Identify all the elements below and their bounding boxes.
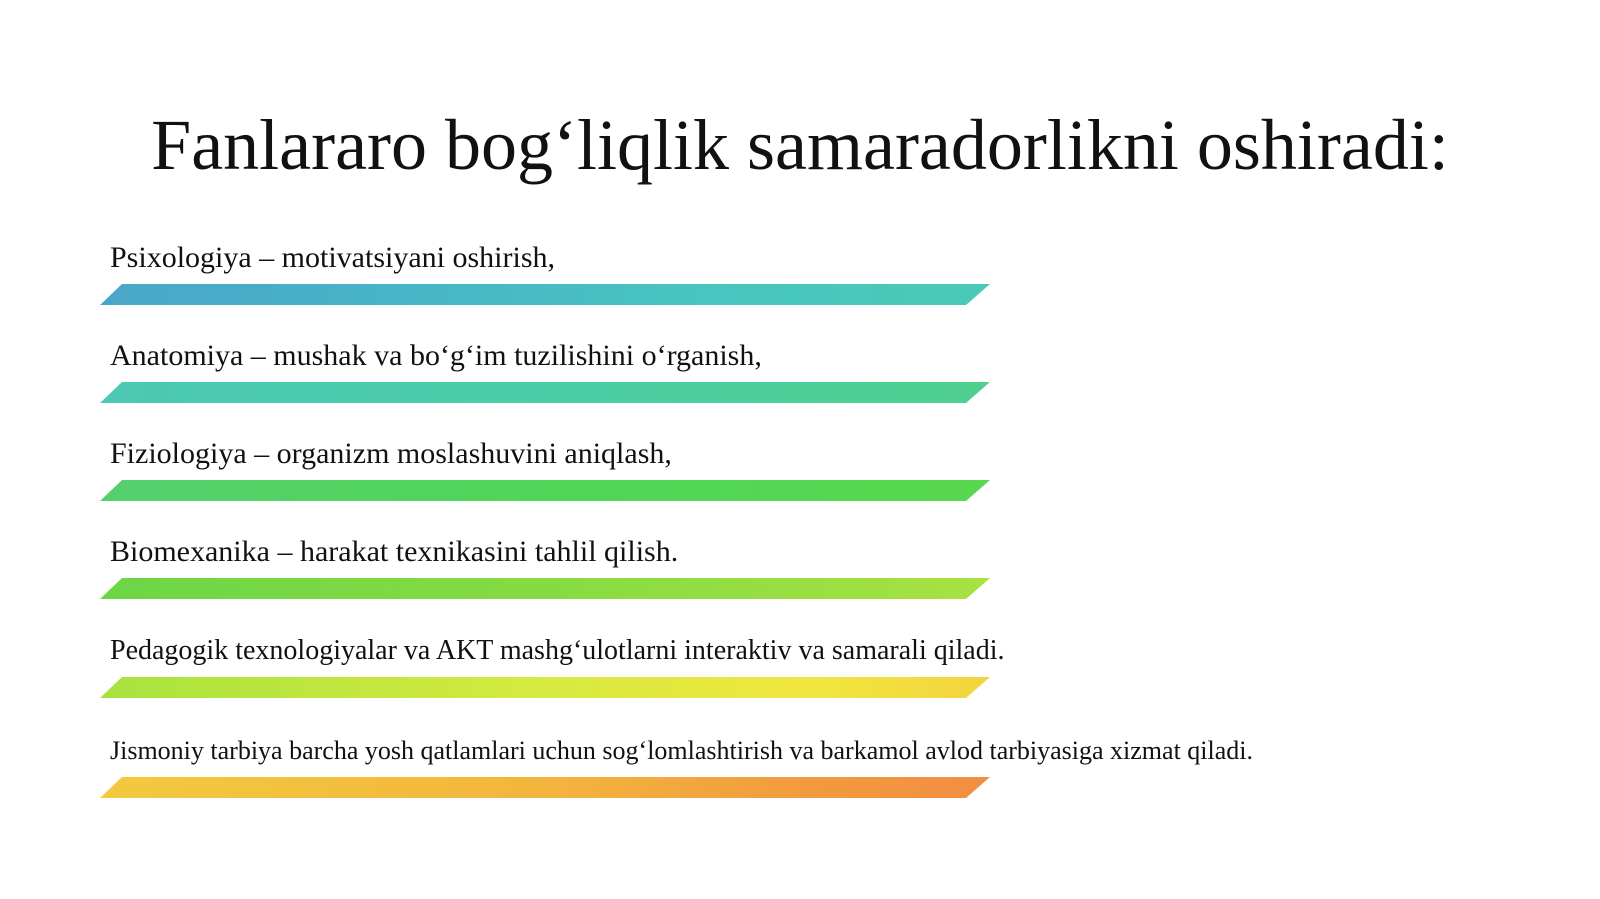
list-item-text: Pedagogik texnologiyalar va AKT mashg‘ulotlarni interaktiv va samarali qiladi. bbox=[110, 635, 1005, 666]
list-item-text: Biomexanika – harakat texnikasini tahlil qilish. bbox=[110, 535, 679, 568]
list-item-underline-bar bbox=[100, 382, 990, 403]
list-item-text: Anatomiya – mushak va bo‘g‘im tuzilishini o‘rganish, bbox=[110, 339, 762, 372]
list-item-text: Psixologiya – motivatsiyani oshirish, bbox=[110, 241, 556, 274]
list-item-jismoniy bbox=[100, 733, 1500, 803]
list-item-pedagogik bbox=[100, 633, 1500, 703]
list-item-text: Jismoniy tarbiya barcha yosh qatlamlari uchun sog‘lomlashtirish va barkamol avlod tarbiyasiga xizmat qiladi. bbox=[110, 736, 1253, 765]
slide-title: Fanlararo bog‘liqlik samaradorlikni oshiradi: bbox=[151, 105, 1449, 186]
list-item-underline-bar bbox=[100, 284, 990, 305]
list-item-underline-bar bbox=[100, 777, 990, 798]
list-item-psixologiya bbox=[100, 240, 1500, 310]
list-item-fiziologiya bbox=[100, 436, 1500, 506]
list-item-biomexanika bbox=[100, 534, 1500, 604]
list-item-text: Fiziologiya – organizm moslashuvini aniqlash, bbox=[110, 437, 672, 470]
list-item-anatomiya bbox=[100, 338, 1500, 408]
list-item-underline-bar bbox=[100, 578, 990, 599]
list-item-underline-bar bbox=[100, 480, 990, 501]
list-item-underline-bar bbox=[100, 677, 990, 698]
